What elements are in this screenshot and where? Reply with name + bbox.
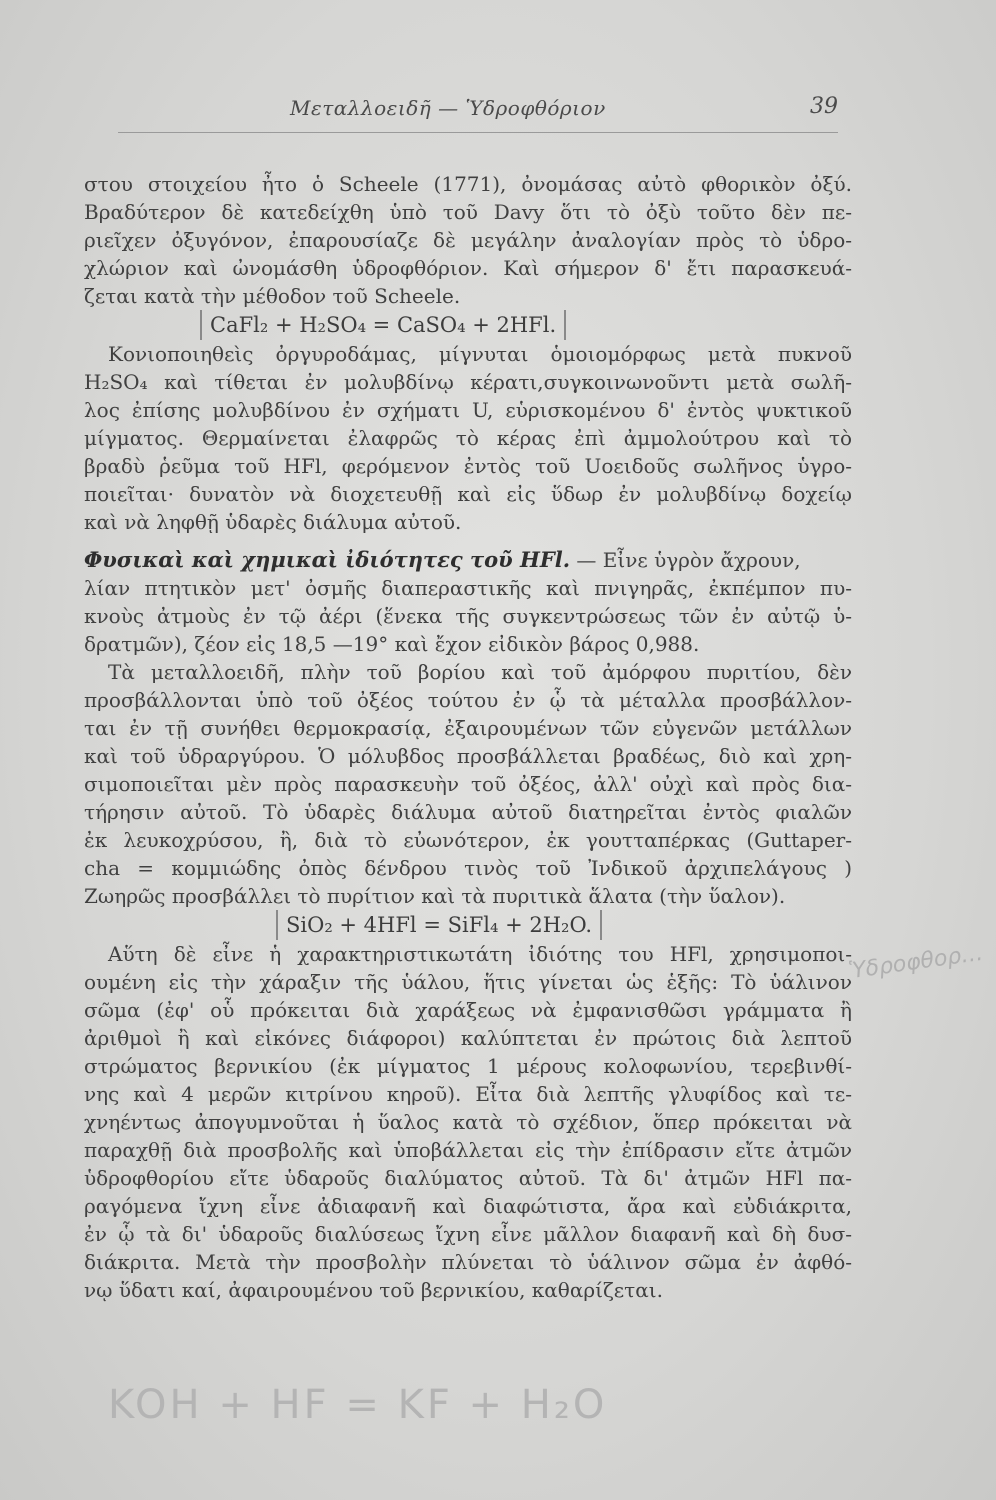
text-line: δρατμῶν), ζέον εἰς 18,5 —19° καὶ ἔχον εἰδικὸν βάρος 0,988. — [84, 632, 700, 656]
paragraph-reactivity — [84, 658, 852, 910]
text-line: καὶ νὰ ληφθῇ ὑδαρὲς διάλυμα αὐτοῦ. — [84, 510, 462, 534]
section-heading: Φυσικαὶ καὶ χημικαὶ ἰδιότητες τοῦ HFl. — [84, 547, 571, 572]
text-line: τήρησιν αὐτοῦ. Τὸ ὑδαρὲς διάλυμα αὐτοῦ διατηρεῖται ἐντὸς φιαλῶν — [84, 800, 852, 824]
formula-text: SiO₂ + 4HFl = SiFl₄ + 2H₂O. — [276, 910, 602, 940]
text-line: μίγματος. Θερμαίνεται ἐλαφρῶς τὸ κέρας ἐπὶ ἀμμολούτρου καὶ τὸ — [84, 426, 852, 450]
text-line: ἀριθμοὶ ἢ καὶ εἰκόνες διάφοροι) καλύπτεται ἐν πρώτοις διὰ λεπτοῦ — [84, 1026, 852, 1050]
section-heading-line — [84, 546, 852, 574]
text-line: H₂SO₄ καὶ τίθεται ἐν μολυβδίνῳ κέρατι,συγκοινωνοῦντι μετὰ σωλῆ- — [84, 370, 852, 394]
text-line: νης καὶ 4 μερῶν κιτρίνου κηροῦ). Εἶτα διὰ λεπτῆς γλυφίδος καὶ τε- — [84, 1082, 852, 1106]
text-line: ραγόμενα ἴχνη εἶνε ἀδιαφανῆ καὶ διαφώτιστα, ἄρα καὶ εὐδιάκριτα, — [84, 1194, 852, 1218]
text-line: ται ἐν τῇ συνήθει θερμοκρασίᾳ, ἐξαιρουμένων τῶν εὐγενῶν μετάλλων — [84, 716, 852, 740]
text-line: καὶ τοῦ ὑδραργύρου. Ὁ μόλυβδος προσβάλλεται βραδέως, διὸ καὶ χρη- — [84, 744, 852, 768]
paragraph-scheele — [84, 170, 852, 310]
text-line: παραχθῇ διὰ προσβολῆς καὶ ὑποβάλλεται εἰς τὴν ἐπίδρασιν εἴτε ἀτμῶν — [84, 1138, 852, 1162]
paragraph-preparation — [84, 340, 852, 536]
text-line: ποιεῖται· δυνατὸν νὰ διοχετευθῇ καὶ εἰς ὕδωρ ἐν μολυβδίνῳ δοχείῳ — [84, 482, 852, 506]
text-line: χνηέντως ἀπογυμνοῦται ἡ ὕαλος κατὰ τὸ σχέδιον, ὅπερ πρόκειται νὰ — [84, 1110, 852, 1134]
text-line: σῶμα (ἐφ' οὗ πρόκειται διὰ χαράξεως νὰ ἐμφανισθῶσι γράμματα ἢ — [84, 998, 852, 1022]
text-line: νῳ ὕδατι καί, ἀφαιρουμένου τοῦ βερνικίου, καθαρίζεται. — [84, 1278, 663, 1302]
text-line: Ζωηρῶς προσβάλλει τὸ πυρίτιον καὶ τὰ πυριτικὰ ἅλατα (τὴν ὕαλον). — [84, 884, 786, 908]
text-line: προσβάλλονται ὑπὸ τοῦ ὀξέος τούτου ἐν ᾧ τὰ μέταλλα προσβάλλον- — [84, 688, 852, 712]
formula-glass-etching — [84, 910, 852, 940]
text-line: Βραδύτερον δὲ κατεδείχθη ὑπὸ τοῦ Davy ὅτι τὸ ὀξὺ τοῦτο δὲν πε- — [84, 200, 852, 224]
text-line: ἐκ λευκοχρύσου, ἢ, διὰ τὸ εὐωνότερον, ἐκ γουτταπέρκας (Guttaper- — [84, 828, 852, 852]
text-line: ὑδροφθορίου εἴτε ὑδαροῦς διαλύματος αὐτοῦ. Τὰ δι' ἀτμῶν HFl πα- — [84, 1166, 852, 1190]
body-text — [84, 170, 852, 1304]
pencil-margin-note: Ὑδροφθορ… — [846, 940, 985, 985]
text-line: στου στοιχείου ἦτο ὁ Scheele (1771), ὀνομάσας αὐτὸ φθορικὸν ὀξύ. — [84, 172, 852, 196]
text-line: λος ἐπίσης μολυβδίνου ἐν σχήματι U, εὑρισκομένου δ' ἐντὸς ψυκτικοῦ — [84, 398, 852, 422]
running-head: Μεταλλοειδῆ — Ὑδροφθόριον — [290, 96, 606, 120]
text-line: ἐν ᾧ τὰ δι' ὑδαροῦς διαλύσεως ἴχνη εἶνε μᾶλλον διαφανῆ καὶ δὴ δυσ- — [84, 1222, 852, 1246]
section-properties — [84, 546, 852, 658]
paragraph-etching — [84, 940, 852, 1304]
text-line: Αὕτη δὲ εἶνε ἡ χαρακτηριστικωτάτη ἰδιότης του HFl, χρησιμοποι- — [108, 942, 852, 966]
text-line: στρώματος βερνικίου (ἐκ μίγματος 1 μέρους κολοφωνίου, τερεβινθί- — [84, 1054, 852, 1078]
formula-text: CaFl₂ + H₂SO₄ = CaSO₄ + 2HFl. — [200, 310, 566, 340]
text-line: διάκριτα. Μετὰ τὴν προσβολὴν πλύνεται τὸ ὑάλινον σῶμα ἐν ἀφθό- — [84, 1250, 852, 1274]
text-line: βραδὺ ῥεῦμα τοῦ HFl, φερόμενον ἐντὸς τοῦ Uοειδοῦς σωλῆνος ὑγρο- — [84, 454, 852, 478]
text-line: σιμοποιεῖται μὲν πρὸς παρασκευὴν τοῦ ὀξέος, ἀλλ' οὐχὶ καὶ πρὸς δια- — [84, 772, 852, 796]
text-line: λίαν πτητικὸν μετ' ὀσμῆς διαπεραστικῆς καὶ πνιγηρᾶς, ἐκπέμπον πυ- — [84, 576, 852, 600]
page-number: 39 — [810, 94, 838, 119]
header-rule — [118, 132, 838, 133]
text-line: ουμένη εἰς τὴν χάραξιν τῆς ὑάλου, ἥτις γίνεται ὡς ἑξῆς: Τὸ ὑάλινον — [84, 970, 852, 994]
pencil-bottom-note: KOH + HF = KF + H₂O — [108, 1382, 608, 1428]
text-line: ριεῖχεν ὀξυγόνον, ἐπαρουσίαζε δὲ μεγάλην ἀναλογίαν πρὸς τὸ ὑδρο- — [84, 228, 852, 252]
text-line: cha = κομμιώδης ὀπὸς δένδρου τινὸς τοῦ Ἰνδικοῦ ἀρχιπελάγους ) — [84, 856, 852, 880]
section-first-line: — Εἶνε ὑγρὸν ἄχρουν, — [576, 548, 801, 572]
text-line: κνοὺς ἀτμοὺς ἐν τῷ ἀέρι (ἕνεκα τῆς συγκεντρώσεως τῶν ἐν αὐτῷ ὑ- — [84, 604, 852, 628]
text-line: Τὰ μεταλλοειδῆ, πλὴν τοῦ βορίου καὶ τοῦ ἀμόρφου πυριτίου, δὲν — [108, 660, 852, 684]
text-line: ζεται κατὰ τὴν μέθοδον τοῦ Scheele. — [84, 284, 461, 308]
text-line: Κονιοποιηθεὶς ὀργυροδάμας, μίγνυται ὁμοιομόρφως μετὰ πυκνοῦ — [108, 342, 852, 366]
text-line: χλώριον καὶ ὠνομάσθη ὑδροφθόριον. Καὶ σήμερον δ' ἔτι παρασκευά- — [84, 256, 852, 280]
formula-preparation — [84, 310, 852, 340]
